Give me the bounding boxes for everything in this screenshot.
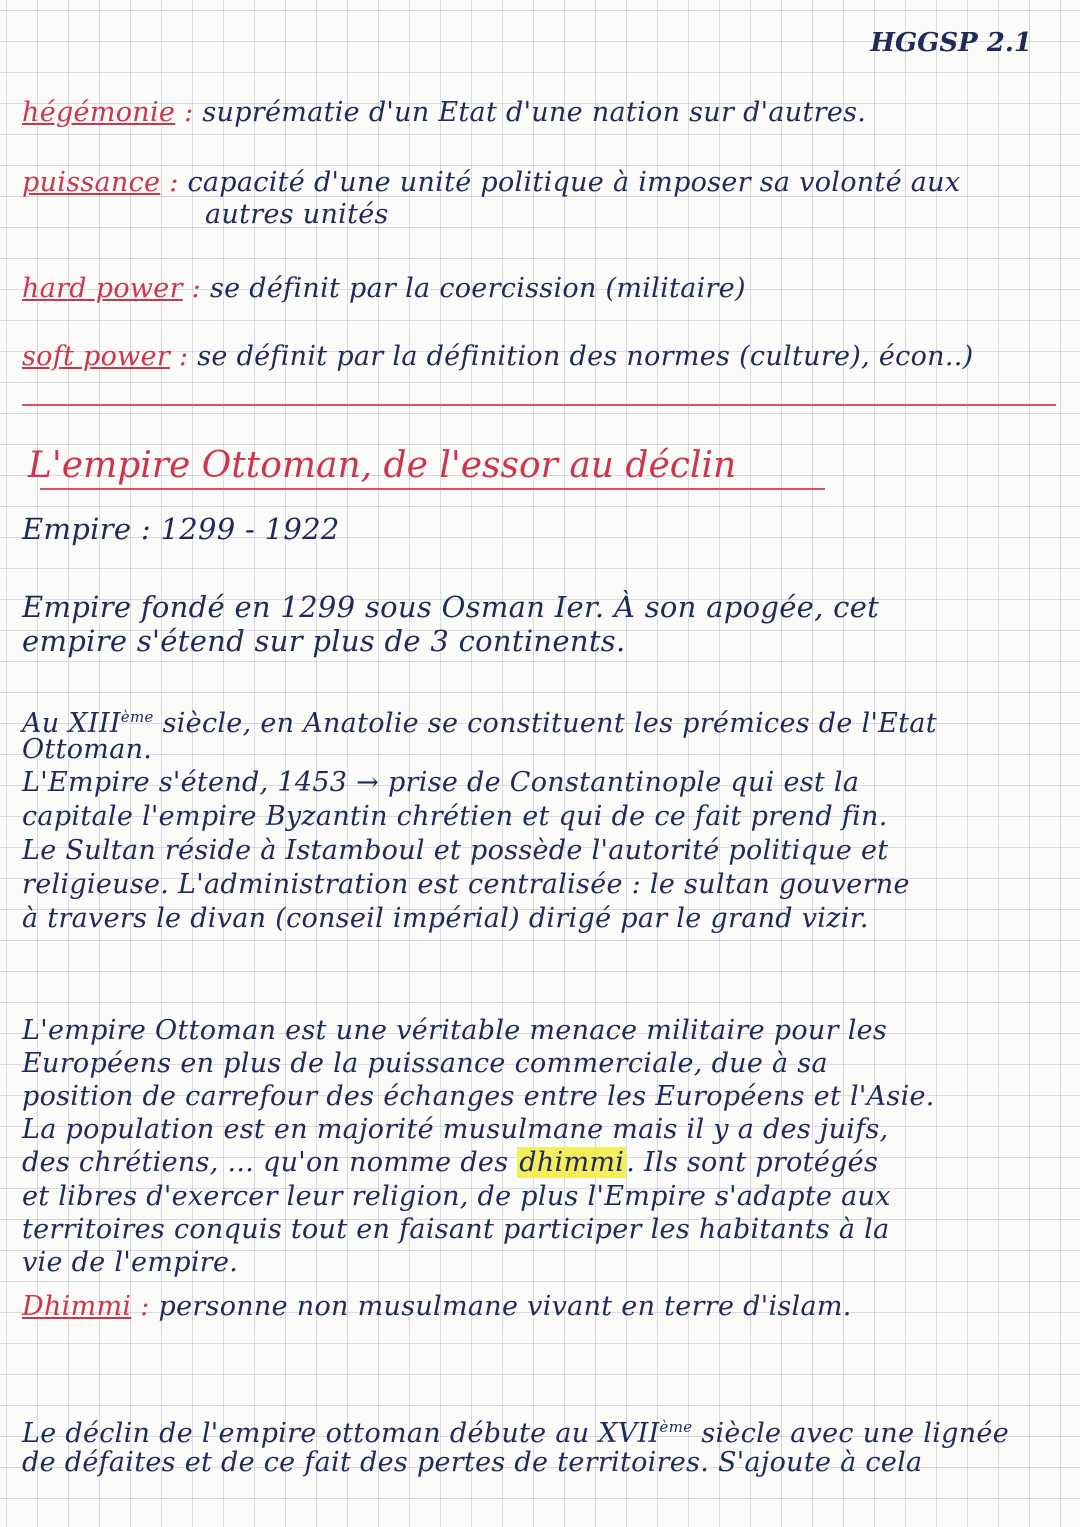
definition-term: hégémonie	[22, 97, 176, 128]
title-underline	[40, 488, 825, 490]
definition-hard-power: hard power : se définit par la coercission (militaire)	[22, 273, 746, 304]
paragraph-text: siècle, en Anatolie se constituent les prémices de l'Etat	[153, 708, 937, 739]
definition-text: personne non musulmane vivant en terre d'islam.	[158, 1291, 852, 1322]
paragraph-line	[22, 1410, 1060, 1451]
section-title: L'empire Ottoman, de l'essor au déclin	[28, 445, 737, 486]
definition-puissance: puissance : capacité d'une unité politique à imposer sa volonté aux	[22, 167, 961, 198]
paragraph-line: Le Sultan réside à Istamboul et possède l'autorité politique et	[22, 835, 889, 866]
paragraph-line: de défaites et de ce fait des pertes de territoires. S'ajoute à cela	[22, 1447, 923, 1478]
paragraph-line	[22, 1146, 1060, 1180]
definition-puissance-continued	[205, 198, 1060, 232]
paragraph-line: Empire fondé en 1299 sous Osman Ier. À son apogée, cet	[22, 590, 880, 624]
paragraph-line: à travers le divan (conseil impérial) dirigé par le grand vizir.	[22, 903, 869, 934]
definition-dhimmi: Dhimmi : personne non musulmane vivant en terre d'islam.	[22, 1291, 852, 1322]
definition-text: se définit par la coercission (militaire)	[209, 273, 746, 304]
section-divider	[22, 404, 1056, 406]
definition-term: hard power	[22, 273, 183, 304]
paragraph-line: religieuse. L'administration est centralisée : le sultan gouverne	[22, 869, 910, 900]
dhimmi-highlight: dhimmi	[519, 1147, 625, 1178]
paragraph-text: des chrétiens, ... qu'on nomme des	[22, 1147, 518, 1178]
paragraph-text: . Ils sont protégés	[626, 1147, 879, 1178]
definition-text: capacité d'une unité politique à imposer sa volonté aux	[187, 167, 961, 198]
empire-dates: Empire : 1299 - 1922	[22, 512, 340, 546]
definition-hegemonie: hégémonie : suprématie d'un Etat d'une nation sur d'autres.	[22, 97, 867, 128]
paragraph-line: L'empire Ottoman est une véritable menace militaire pour les	[22, 1015, 888, 1046]
definition-term: soft power	[22, 341, 171, 372]
paragraph-line: Européens en plus de la puissance commerciale, due à sa	[22, 1048, 828, 1079]
paragraph-line: Ottoman.	[22, 734, 153, 765]
definition-soft-power: soft power : se définit par la définition des normes (culture), écon..)	[22, 341, 974, 372]
definition-text: suprématie d'un Etat d'une nation sur d'autres.	[202, 97, 867, 128]
course-code: HGGSP 2.1	[870, 28, 1032, 58]
century-text: Au XIII	[22, 708, 121, 739]
definition-text: se définit par la définition des normes (culture), écon..)	[197, 341, 974, 372]
definition-text: autres unités	[205, 199, 389, 230]
paragraph-line: La population est en majorité musulmane mais il y a des juifs,	[22, 1114, 889, 1145]
definition-term: Dhimmi	[22, 1291, 132, 1322]
paragraph-line: et libres d'exercer leur religion, de plus l'Empire s'adapte aux	[22, 1181, 891, 1212]
definition-term: puissance	[22, 167, 161, 198]
century-superscript: ème	[120, 708, 154, 726]
paragraph-line: vie de l'empire.	[22, 1247, 239, 1278]
paragraph-line: L'Empire s'étend, 1453 → prise de Constantinople qui est la	[22, 767, 860, 798]
paragraph-text: siècle avec une lignée	[692, 1418, 1009, 1449]
paragraph-line: empire s'étend sur plus de 3 continents.	[22, 624, 626, 658]
paragraph-line: territoires conquis tout en faisant participer les habitants à la	[22, 1214, 890, 1245]
paragraph-line: capitale l'empire Byzantin chrétien et qui de ce fait prend fin.	[22, 801, 888, 832]
paragraph-line: position de carrefour des échanges entre les Européens et l'Asie.	[22, 1081, 935, 1112]
century-superscript: ème	[659, 1418, 693, 1436]
paragraph-text: Le déclin de l'empire ottoman débute au XVII	[22, 1418, 660, 1449]
